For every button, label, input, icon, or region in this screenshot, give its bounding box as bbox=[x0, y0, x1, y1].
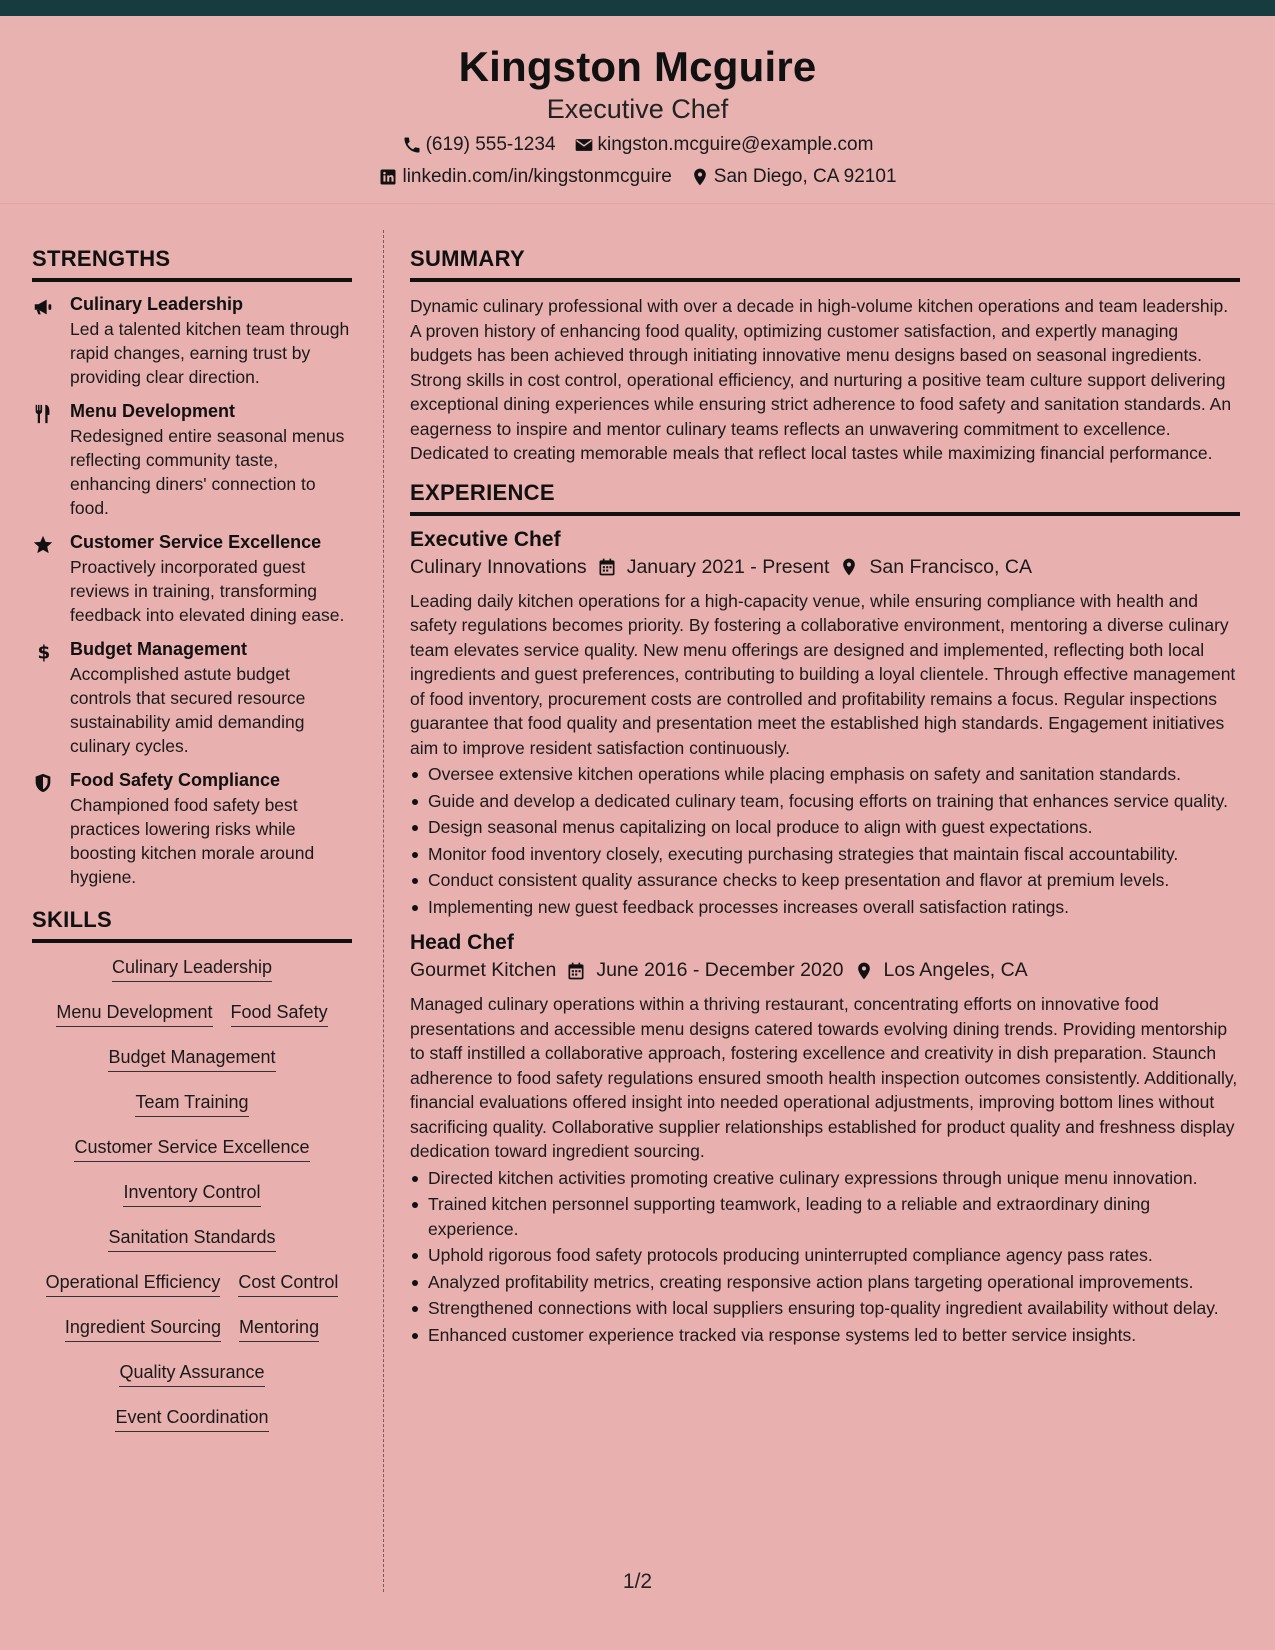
utensils-icon bbox=[32, 401, 70, 520]
job-bullet: Design seasonal menus capitalizing on local produce to align with guest expectations. bbox=[410, 815, 1240, 840]
strength-title: Customer Service Excellence bbox=[70, 532, 322, 552]
strength-item bbox=[32, 770, 352, 889]
strengths-heading: STRENGTHS bbox=[32, 246, 352, 282]
candidate-role: Executive Chef bbox=[546, 94, 729, 124]
experience-heading: EXPERIENCE bbox=[410, 480, 1240, 516]
job-dates: January 2021 - Present bbox=[626, 555, 830, 578]
strength-title: Culinary Leadership bbox=[70, 294, 244, 314]
strength-item bbox=[32, 294, 352, 389]
phone-icon bbox=[402, 135, 422, 155]
skills-list bbox=[32, 955, 352, 1450]
map-pin-icon bbox=[690, 167, 710, 187]
job-bullet: Directed kitchen activities promoting creative culinary expressions through unique menu innovation. bbox=[410, 1166, 1240, 1191]
skill-tag: Culinary Leadership bbox=[112, 955, 272, 982]
star-icon bbox=[32, 532, 70, 627]
map-pin-icon bbox=[854, 961, 874, 981]
job-bullet: Oversee extensive kitchen operations while placing emphasis on safety and sanitation standards. bbox=[410, 762, 1240, 787]
column-divider bbox=[383, 230, 384, 1592]
contact-row-2 bbox=[0, 166, 1275, 188]
strength-title: Food Safety Compliance bbox=[70, 770, 281, 790]
job-bullet: Enhanced customer experience tracked via response systems led to better service insights. bbox=[410, 1323, 1240, 1348]
skill-tag: Quality Assurance bbox=[119, 1360, 264, 1387]
skill-row bbox=[32, 1315, 352, 1360]
job-location: San Francisco, CA bbox=[869, 555, 1032, 578]
strength-desc: Proactively incorporated guest reviews in training, transforming feedback into elevated dining ease. bbox=[70, 557, 345, 625]
strength-item bbox=[32, 532, 352, 627]
phone-text: (619) 555-1234 bbox=[425, 134, 556, 155]
skill-row bbox=[32, 1270, 352, 1315]
skill-tag: Operational Efficiency bbox=[46, 1270, 221, 1297]
job-entry bbox=[410, 528, 1240, 920]
contact-location bbox=[690, 166, 897, 188]
strength-item bbox=[32, 639, 352, 758]
skill-tag: Team Training bbox=[135, 1090, 248, 1117]
strength-title: Menu Development bbox=[70, 401, 236, 421]
skill-row bbox=[32, 1135, 352, 1180]
skill-tag: Inventory Control bbox=[123, 1180, 260, 1207]
resume-header bbox=[0, 16, 1275, 204]
svg-text:$: $ bbox=[37, 642, 51, 663]
skill-row bbox=[32, 1000, 352, 1045]
job-bullet: Conduct consistent quality assurance checks to keep presentation and flavor at premium levels. bbox=[410, 868, 1240, 893]
envelope-icon bbox=[574, 135, 594, 155]
job-location: Los Angeles, CA bbox=[883, 959, 1028, 981]
skill-row bbox=[32, 1180, 352, 1225]
location-text: San Diego, CA 92101 bbox=[713, 166, 897, 187]
skill-tag: Event Coordination bbox=[115, 1405, 268, 1432]
strength-desc: Accomplished astute budget controls that secured resource sustainability amid demanding culinary cycles. bbox=[70, 664, 306, 756]
skill-tag: Sanitation Standards bbox=[108, 1225, 275, 1252]
skill-row bbox=[32, 1405, 352, 1450]
job-bullet: Implementing new guest feedback processes increases overall satisfaction ratings. bbox=[410, 895, 1240, 920]
job-bullet: Strengthened connections with local suppliers ensuring top-quality ingredient availability without delay. bbox=[410, 1296, 1240, 1321]
skills-heading: SKILLS bbox=[32, 907, 352, 943]
strength-item bbox=[32, 401, 352, 520]
job-bullets bbox=[410, 1166, 1240, 1348]
job-title: Head Chef bbox=[410, 931, 514, 954]
job-dates: June 2016 - December 2020 bbox=[596, 959, 844, 981]
calendar-icon bbox=[566, 961, 586, 981]
summary-heading: SUMMARY bbox=[410, 246, 1240, 282]
megaphone-icon bbox=[32, 294, 70, 389]
strength-title: Budget Management bbox=[70, 639, 248, 659]
job-description: Managed culinary operations within a thriving restaurant, concentrating efforts on innovative food presentations and accessible menu designs catered towards evolving dining trends. Providing mentorship to staff instilled a collaborative approach, fostering excellence and creativity in dish preparation. Staunch adherence to food safety regulations ensured smooth health inspection outcomes consistently. Additionally, financial evaluations offered insight into needed operational adjustments, improving bottom lines without sacrificing quality. Collaborative supplier relationships established for product quality and freshness display dedication toward ingredient sourcing. bbox=[410, 994, 1238, 1161]
skill-row bbox=[32, 1045, 352, 1090]
skill-row bbox=[32, 1090, 352, 1135]
job-bullet: Trained kitchen personnel supporting teamwork, leading to a reliable and extraordinary dining experience. bbox=[410, 1192, 1240, 1241]
strength-desc: Led a talented kitchen team through rapid changes, earning trust by providing clear direction. bbox=[70, 319, 350, 387]
contact-email[interactable] bbox=[574, 134, 874, 156]
contact-row-1 bbox=[0, 134, 1275, 156]
email-text: kingston.mcguire@example.com bbox=[597, 134, 874, 155]
skill-row bbox=[32, 955, 352, 1000]
strength-desc: Redesigned entire seasonal menus reflecting community taste, enhancing diners' connection to food. bbox=[70, 426, 345, 518]
skill-row bbox=[32, 1360, 352, 1405]
job-bullet: Uphold rigorous food safety protocols producing uninterrupted compliance agency pass rates. bbox=[410, 1243, 1240, 1268]
linkedin-icon bbox=[378, 167, 398, 187]
job-bullet: Analyzed profitability metrics, creating responsive action plans targeting operational improvements. bbox=[410, 1270, 1240, 1295]
page-indicator: 1/2 bbox=[622, 1570, 653, 1593]
job-bullet: Monitor food inventory closely, executing purchasing strategies that maintain fiscal accountability. bbox=[410, 842, 1240, 867]
left-column bbox=[32, 246, 352, 1450]
map-pin-icon bbox=[839, 557, 859, 577]
job-bullet: Guide and develop a dedicated culinary team, focusing efforts on training that enhances service quality. bbox=[410, 789, 1240, 814]
skill-tag: Menu Development bbox=[56, 1000, 212, 1027]
skill-tag: Budget Management bbox=[108, 1045, 275, 1072]
skill-tag: Food Safety bbox=[231, 1000, 328, 1027]
skill-tag: Cost Control bbox=[238, 1270, 338, 1297]
linkedin-text: linkedin.com/in/kingstonmcguire bbox=[402, 166, 672, 187]
top-accent-bar bbox=[0, 0, 1275, 16]
contact-phone bbox=[402, 134, 556, 156]
job-bullets bbox=[410, 762, 1240, 919]
skill-tag: Customer Service Excellence bbox=[74, 1135, 309, 1162]
job-entry bbox=[410, 931, 1240, 1347]
job-meta bbox=[410, 556, 1240, 579]
job-company: Culinary Innovations bbox=[410, 555, 587, 578]
job-meta bbox=[410, 959, 1240, 982]
dollar-icon bbox=[32, 639, 70, 758]
calendar-icon bbox=[597, 557, 617, 577]
skill-tag: Ingredient Sourcing bbox=[65, 1315, 221, 1342]
right-column bbox=[410, 246, 1240, 1359]
skill-tag: Mentoring bbox=[239, 1315, 319, 1342]
shield-icon bbox=[32, 770, 70, 889]
job-description: Leading daily kitchen operations for a high-capacity venue, while ensuring compliance with health and safety regulations becomes priority. By fostering a collaborative environment, mentoring a diverse culinary team elevates service quality. New menu offerings are designed and implemented, reflecting both local ingredients and guest preferences, contributing to building a loyal clientele. Through effective management of food inventory, procurement costs are controlled and profitability remains a focus. Regular inspections guarantee that food quality and presentation meet the established high standards. Engagement initiatives aim to improve resident satisfaction continuously. bbox=[410, 590, 1236, 758]
skill-row bbox=[32, 1225, 352, 1270]
job-company: Gourmet Kitchen bbox=[410, 959, 557, 981]
job-title: Executive Chef bbox=[410, 527, 561, 551]
contact-linkedin[interactable] bbox=[378, 166, 671, 188]
summary-text: Dynamic culinary professional with over a decade in high-volume kitchen operations and team leadership. A proven history of enhancing food quality, optimizing customer satisfaction, and expertly managing budgets has been achieved through initiating innovative menu designs based on seasonal ingredients. Strong skills in cost control, operational efficiency, and nurturing a positive team culture support delivering exceptional dining experiences while ensuring strict adherence to food safety and sanitation standards. An eagerness to inspire and mentor culinary teams reflects an unwavering commitment to excellence. Dedicated to creating memorable meals that reflect local tastes while maximizing financial performance. bbox=[410, 296, 1232, 463]
strength-desc: Championed food safety best practices lowering risks while boosting kitchen morale around hygiene. bbox=[70, 795, 315, 887]
candidate-name: Kingston Mcguire bbox=[458, 43, 817, 90]
